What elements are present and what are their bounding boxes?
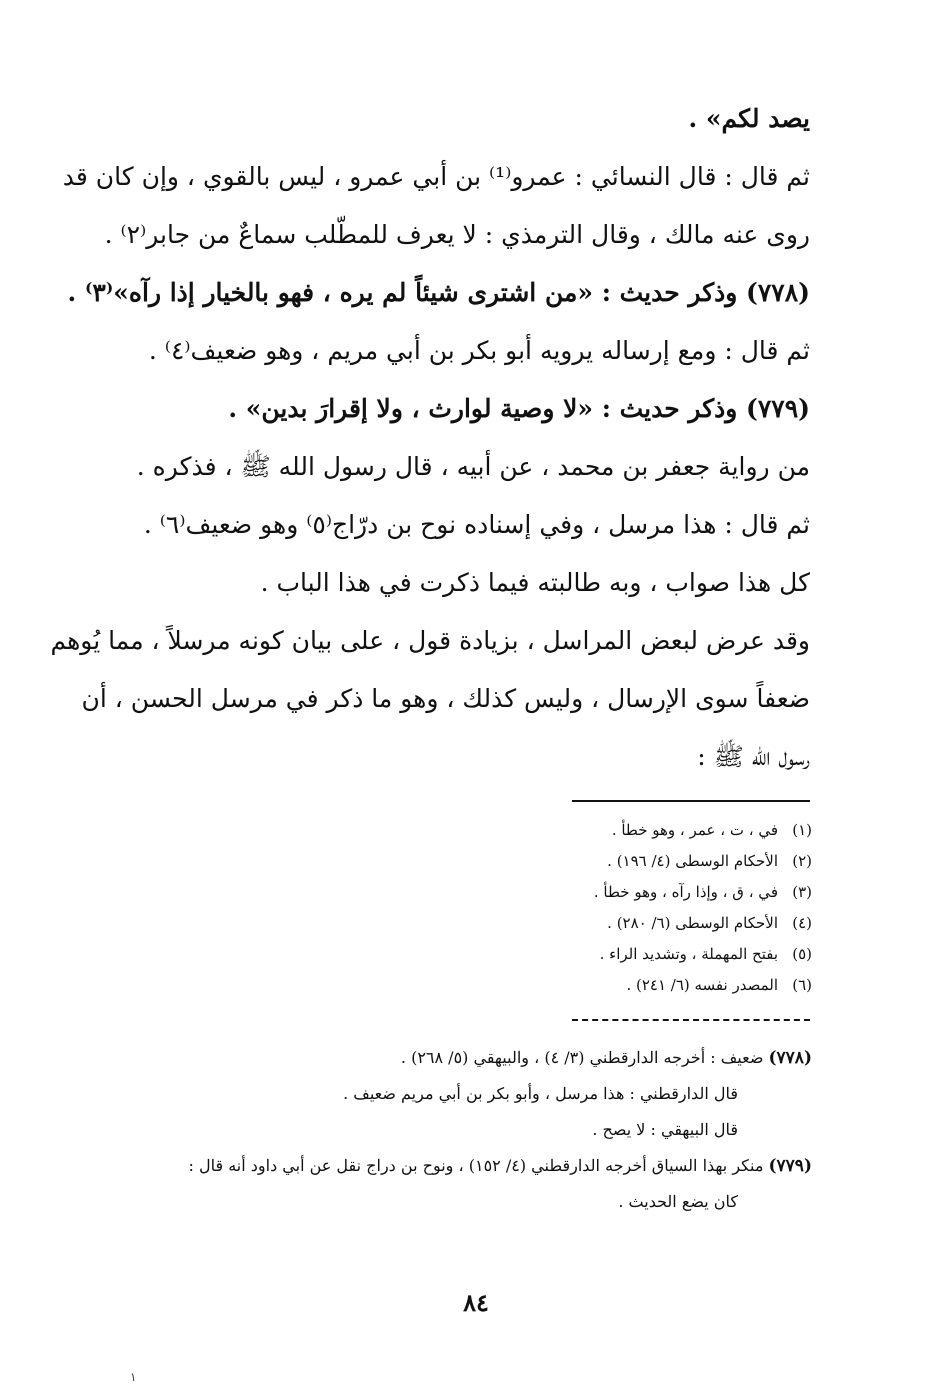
takhrij-779-line-2: كان يضع الحديث . <box>618 1192 738 1211</box>
footnote-text: بفتح المهملة ، وتشديد الراء . <box>599 945 778 963</box>
text-line-4: (٧٧٨) وذكر حديث : «من اشترى شيئاً لم يره ، فهو بالخيار إذا رآه»⁽٣⁾ . <box>67 278 810 307</box>
footnote-number: (٥) <box>792 945 812 963</box>
footnote-number: (٣) <box>792 883 812 901</box>
text-line-12: رسول الله ﷺ : <box>697 742 810 771</box>
text-line-9: كل هذا صواب ، وبه طالبته فيما ذكرت في هذا الباب . <box>260 568 810 597</box>
footnote-divider <box>572 800 810 802</box>
footnote-5 <box>300 939 812 970</box>
footnotes <box>300 815 812 1001</box>
text-line-6: (٧٧٩) وذكر حديث : «لا وصية لوارث ، ولا إقرارَ بدين» . <box>228 394 810 423</box>
footnote-4 <box>300 908 812 939</box>
footnote-2 <box>300 846 812 877</box>
text-line-10: وقد عرض لبعض المراسل ، بزيادة قول ، على بيان كونه مرسلاً ، مما يُوهم <box>50 626 810 655</box>
text-line-7: من رواية جعفر بن محمد ، عن أبيه ، قال رسول الله ﷺ ، فذكره . <box>136 452 810 481</box>
takhrij-779 <box>100 1148 812 1184</box>
takhrij-text: منكر بهذا السياق أخرجه الدارقطني (٤/ ١٥٢) ، ونوح بن دراج نقل عن أبي داود أنه قال : <box>188 1156 764 1175</box>
footnote-1 <box>300 815 812 846</box>
footnote-text: في ، ق ، وإذا رآه ، وهو خطأ . <box>593 883 778 901</box>
footnote-6 <box>300 970 812 1001</box>
takhrij-778-line-2: قال الدارقطني : هذا مرسل ، وأبو بكر بن أبي مريم ضعيف . <box>343 1084 738 1103</box>
text-line-5: ثم قال : ومع إرساله يرويه أبو بكر بن أبي مريم ، وهو ضعيف⁽٤⁾ . <box>148 336 810 365</box>
footnote-text: في ، ت ، عمر ، وهو خطأ . <box>611 821 778 839</box>
text-line-11: ضعفاً سوى الإرسال ، وليس كذلك ، وهو ما ذكر في مرسل الحسن ، أن <box>81 684 810 713</box>
footnote-number: (٢) <box>792 852 812 870</box>
text-line-2: ثم قال : قال النسائي : عمرو⁽¹⁾ بن أبي عمرو ، ليس بالقوي ، وإن كان قد <box>62 162 810 191</box>
footnote-number: (١) <box>792 821 812 839</box>
footnote-3 <box>300 877 812 908</box>
hadith-number: (٧٧٩) <box>768 1156 812 1176</box>
main-text <box>50 90 810 786</box>
text-line-3: روى عنه مالك ، وقال الترمذي : لا يعرف للمطّلب سماعٌ من جابر⁽٢⁾ . <box>104 220 810 249</box>
footnote-number: (٤) <box>792 914 812 932</box>
footnote-text: المصدر نفسه (٦/ ٢٤١) . <box>626 976 778 994</box>
footnote-number: (٦) <box>792 976 812 994</box>
takhrij-778-line-3: قال البيهقي : لا يصح . <box>592 1120 738 1139</box>
takhrij-notes <box>100 1040 812 1220</box>
footnote-text: الأحكام الوسطى (٦/ ٢٨٠) . <box>607 914 778 932</box>
takhrij-text: ضعيف : أخرجه الدارقطني (٣/ ٤) ، والبيهقي (٥/ ٢٦٨) . <box>400 1048 764 1067</box>
takhrij-778 <box>100 1040 812 1076</box>
text-line-8: ثم قال : هذا مرسل ، وفي إسناده نوح بن درّاج⁽٥⁾ وهو ضعيف⁽٦⁾ . <box>143 510 810 539</box>
takhrij-divider <box>572 1019 810 1021</box>
page-number: ٨٤ <box>463 1288 489 1317</box>
stray-mark: ١ <box>130 1370 137 1384</box>
text-line-1: يصد لكم» . <box>688 104 810 133</box>
hadith-number: (٧٧٨) <box>768 1048 812 1068</box>
footnote-text: الأحكام الوسطى (٤/ ١٩٦) . <box>607 852 778 870</box>
